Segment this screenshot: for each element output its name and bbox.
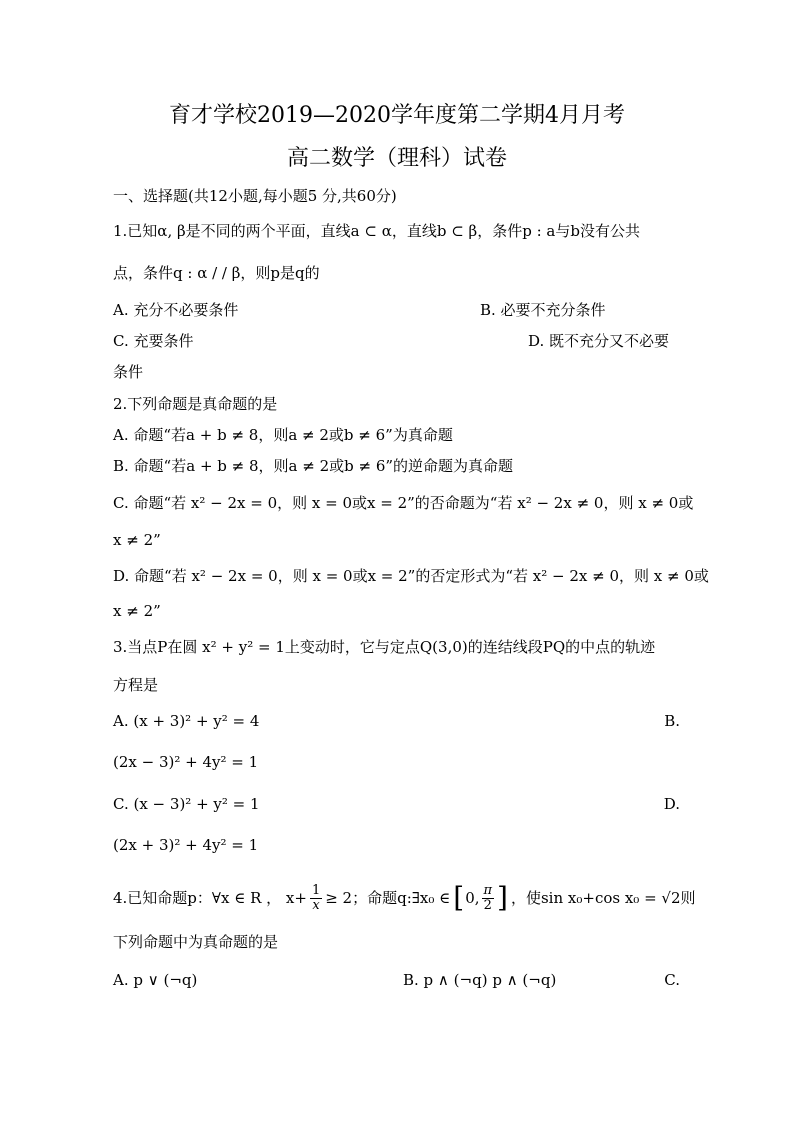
q2-option-a: A. 命题“若a + b ≠ 8，则a ≠ 2或b ≠ 6”为真命题 xyxy=(113,426,453,444)
q1-option-a: A. 充分不必要条件 xyxy=(113,301,239,319)
q4-fraction-1 xyxy=(310,884,322,913)
q3-option-b-label: B. xyxy=(664,712,680,730)
q3-option-a: A. (x + 3)² + y² = 4 xyxy=(113,712,260,730)
q1-option-d-continued: 条件 xyxy=(113,363,144,381)
q2-option-d-line1: D. 命题“若 x² − 2x = 0，则 x = 0或x = 2”的否定形式为“若 x² − 2x ≠ 0，则 x ≠ 0或 xyxy=(113,567,709,585)
q4-fraction-2-numerator: π xyxy=(483,882,493,898)
q4-fraction-2 xyxy=(482,884,495,913)
q2-option-c-line1: C. 命题“若 x² − 2x = 0，则 x = 0或x = 2”的否命题为“若 x² − 2x ≠ 0，则 x ≠ 0或 xyxy=(113,494,694,512)
q3-option-d-label: D. xyxy=(663,795,680,813)
q2-stem: 2.下列命题是真命题的是 xyxy=(113,395,278,413)
exam-subtitle: 高二数学（理科）试卷 xyxy=(286,146,507,171)
q3-option-d: (2x + 3)² + 4y² = 1 xyxy=(113,836,259,854)
q4-fraction-1-denominator: x xyxy=(312,897,320,913)
section-heading: 一、选择题(共12小题,每小题5 分,共60分) xyxy=(113,187,397,205)
q1-option-c: C. 充要条件 xyxy=(113,332,194,350)
q4-option-b: B. p ∧ (¬q) p ∧ (¬q) xyxy=(403,971,557,989)
q4-interval-close: ] xyxy=(497,881,508,914)
q4-stem-part-c: ，使sin x₀+cos x₀ = √2则 xyxy=(510,889,696,907)
q4-option-c-label: C. xyxy=(664,971,680,989)
q1-stem-line1: 1.已知α, β是不同的两个平面，直线a ⊂ α，直线b ⊂ β，条件p : a与b没有公共 xyxy=(113,222,640,240)
q3-stem-line1: 3.当点P在圆 x² + y² = 1上变动时，它与定点Q(3,0)的连结线段PQ的中点的轨迹 xyxy=(113,638,656,656)
q4-stem-line1 xyxy=(113,881,696,914)
q4-stem-part-b: ≥ 2；命题q:∃x₀ ∈ xyxy=(325,889,451,907)
q4-interval-open: [ xyxy=(453,881,465,914)
q1-option-b: B. 必要不充分条件 xyxy=(480,301,606,319)
q1-stem-line2: 点，条件q : α / / β，则p是q的 xyxy=(113,264,320,282)
q2-option-b: B. 命题“若a + b ≠ 8，则a ≠ 2或b ≠ 6”的逆命题为真命题 xyxy=(113,457,514,475)
q3-option-c: C. (x − 3)² + y² = 1 xyxy=(113,795,260,813)
q4-stem-line2: 下列命题中为真命题的是 xyxy=(113,933,279,951)
q4-stem-part-a: 4.已知命题p：∀x ∈ R ， x+ xyxy=(113,889,307,907)
exam-title: 育才学校2019—2020学年度第二学期4月月考 xyxy=(169,103,625,128)
q4-fraction-1-numerator: 1 xyxy=(311,882,321,898)
q2-option-c-line2: x ≠ 2” xyxy=(113,531,161,549)
q4-option-a: A. p ∨ (¬q) xyxy=(113,971,198,989)
q2-option-d-line2: x ≠ 2” xyxy=(113,602,161,620)
q4-interval-left: 0, xyxy=(465,889,480,907)
q1-option-d: D. 既不充分又不必要 xyxy=(528,332,670,350)
q3-stem-line2: 方程是 xyxy=(113,676,159,694)
q3-option-b: (2x − 3)² + 4y² = 1 xyxy=(113,753,259,771)
q4-fraction-2-denominator: 2 xyxy=(483,897,492,913)
